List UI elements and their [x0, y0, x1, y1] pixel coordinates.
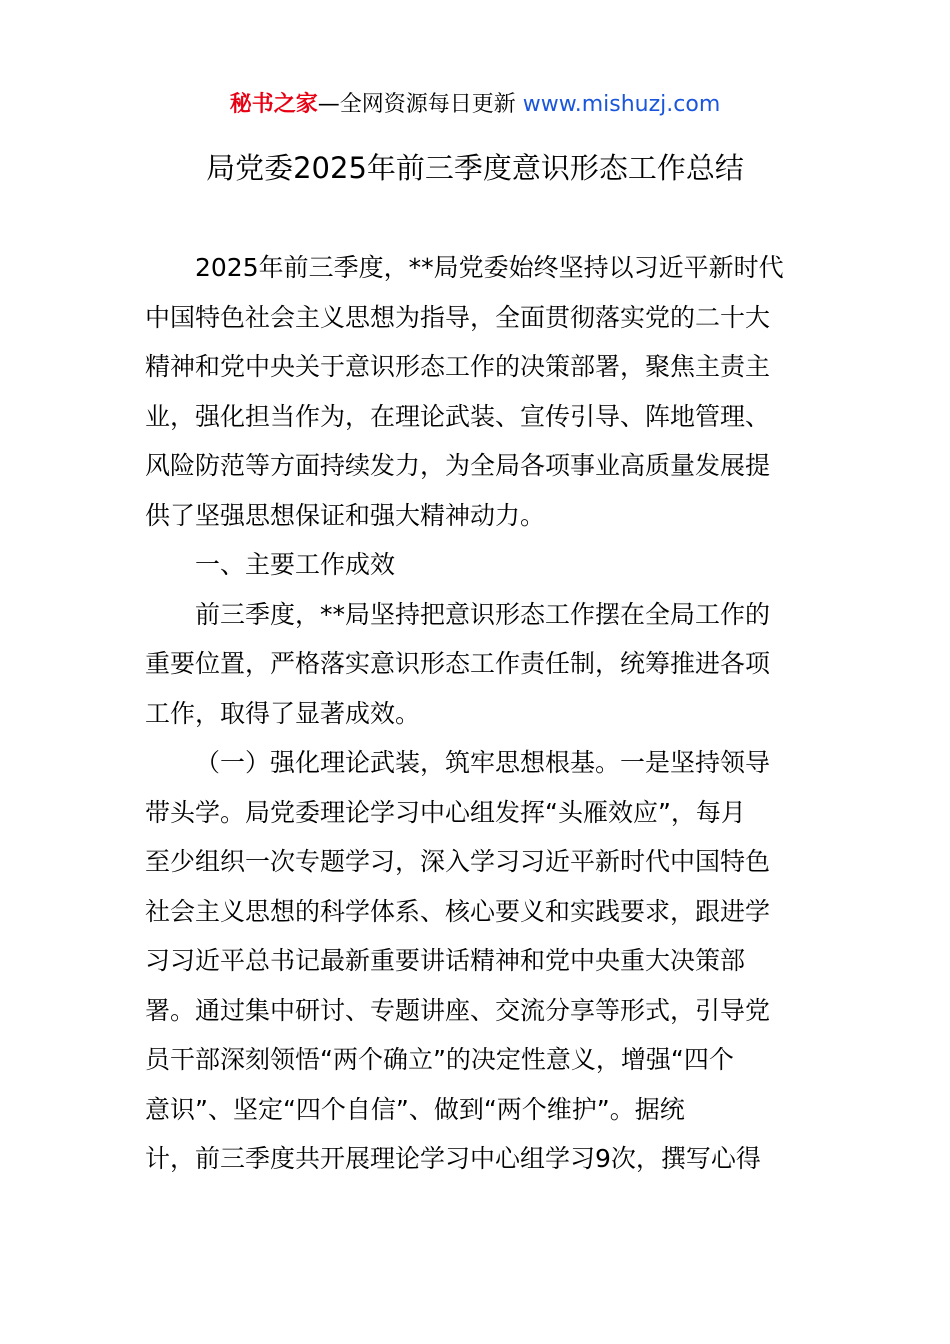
document-body [145, 243, 807, 1184]
document-title: 局党委2025年前三季度意识形态工作总结 [206, 151, 744, 185]
heading-text: 一、主要工作成效 [195, 550, 396, 579]
text-line: 供了坚强思想保证和强大精神动力。 [145, 500, 546, 530]
text-line: 意识”、坚定“四个自信”、做到“两个维护”。据统 [145, 1094, 685, 1124]
text-line: 工作，取得了显著成效。 [145, 698, 421, 728]
text-line: 中国特色社会主义思想为指导，全面贯彻落实党的二十大 [145, 302, 771, 332]
text-line: 习习近平总书记最新重要讲话精神和党中央重大决策部 [145, 946, 746, 975]
text-line: 署。通过集中研讨、专题讲座、交流分享等形式，引导党 [145, 995, 771, 1025]
site-header [0, 88, 950, 122]
paragraph-overview [145, 590, 807, 739]
site-brand: 秘书之家 [229, 92, 318, 117]
text-line: （一）强化理论武装，筑牢思想根基。一是坚持领导 [195, 748, 771, 777]
text-line: 至少组织一次专题学习，深入学习习近平新时代中国特色 [145, 847, 771, 876]
section-heading-1 [145, 540, 807, 590]
text-line: 2025年前三季度，**局党委始终坚持以习近平新时代 [195, 253, 784, 282]
text-line: 前三季度，**局坚持把意识形态工作摆在全局工作的 [195, 599, 771, 629]
text-line: 精神和党中央关于意识形态工作的决策部署，聚焦主责主 [145, 352, 771, 381]
text-line: 社会主义思想的科学体系、核心要义和实践要求，跟进学 [145, 896, 771, 926]
text-line: 业，强化担当作为，在理论武装、宣传引导、阵地管理、 [145, 401, 771, 431]
text-line: 员干部深刻领悟“两个确立”的决定性意义，增强“四个 [145, 1045, 734, 1074]
site-slogan: —全网资源每日更新 [317, 92, 523, 117]
paragraph-intro [145, 243, 807, 540]
paragraph-theory [145, 738, 807, 1184]
site-url-link[interactable]: www.mishuzj.com [522, 92, 721, 117]
text-line: 带头学。局党委理论学习中心组发挥“头雁效应”，每月 [145, 797, 746, 827]
text-line: 风险防范等方面持续发力，为全局各项事业高质量发展提 [145, 451, 771, 480]
text-line: 重要位置，严格落实意识形态工作责任制，统筹推进各项 [145, 649, 771, 678]
text-line: 计，前三季度共开展理论学习中心组学习9次，撰写心得 [145, 1144, 761, 1173]
